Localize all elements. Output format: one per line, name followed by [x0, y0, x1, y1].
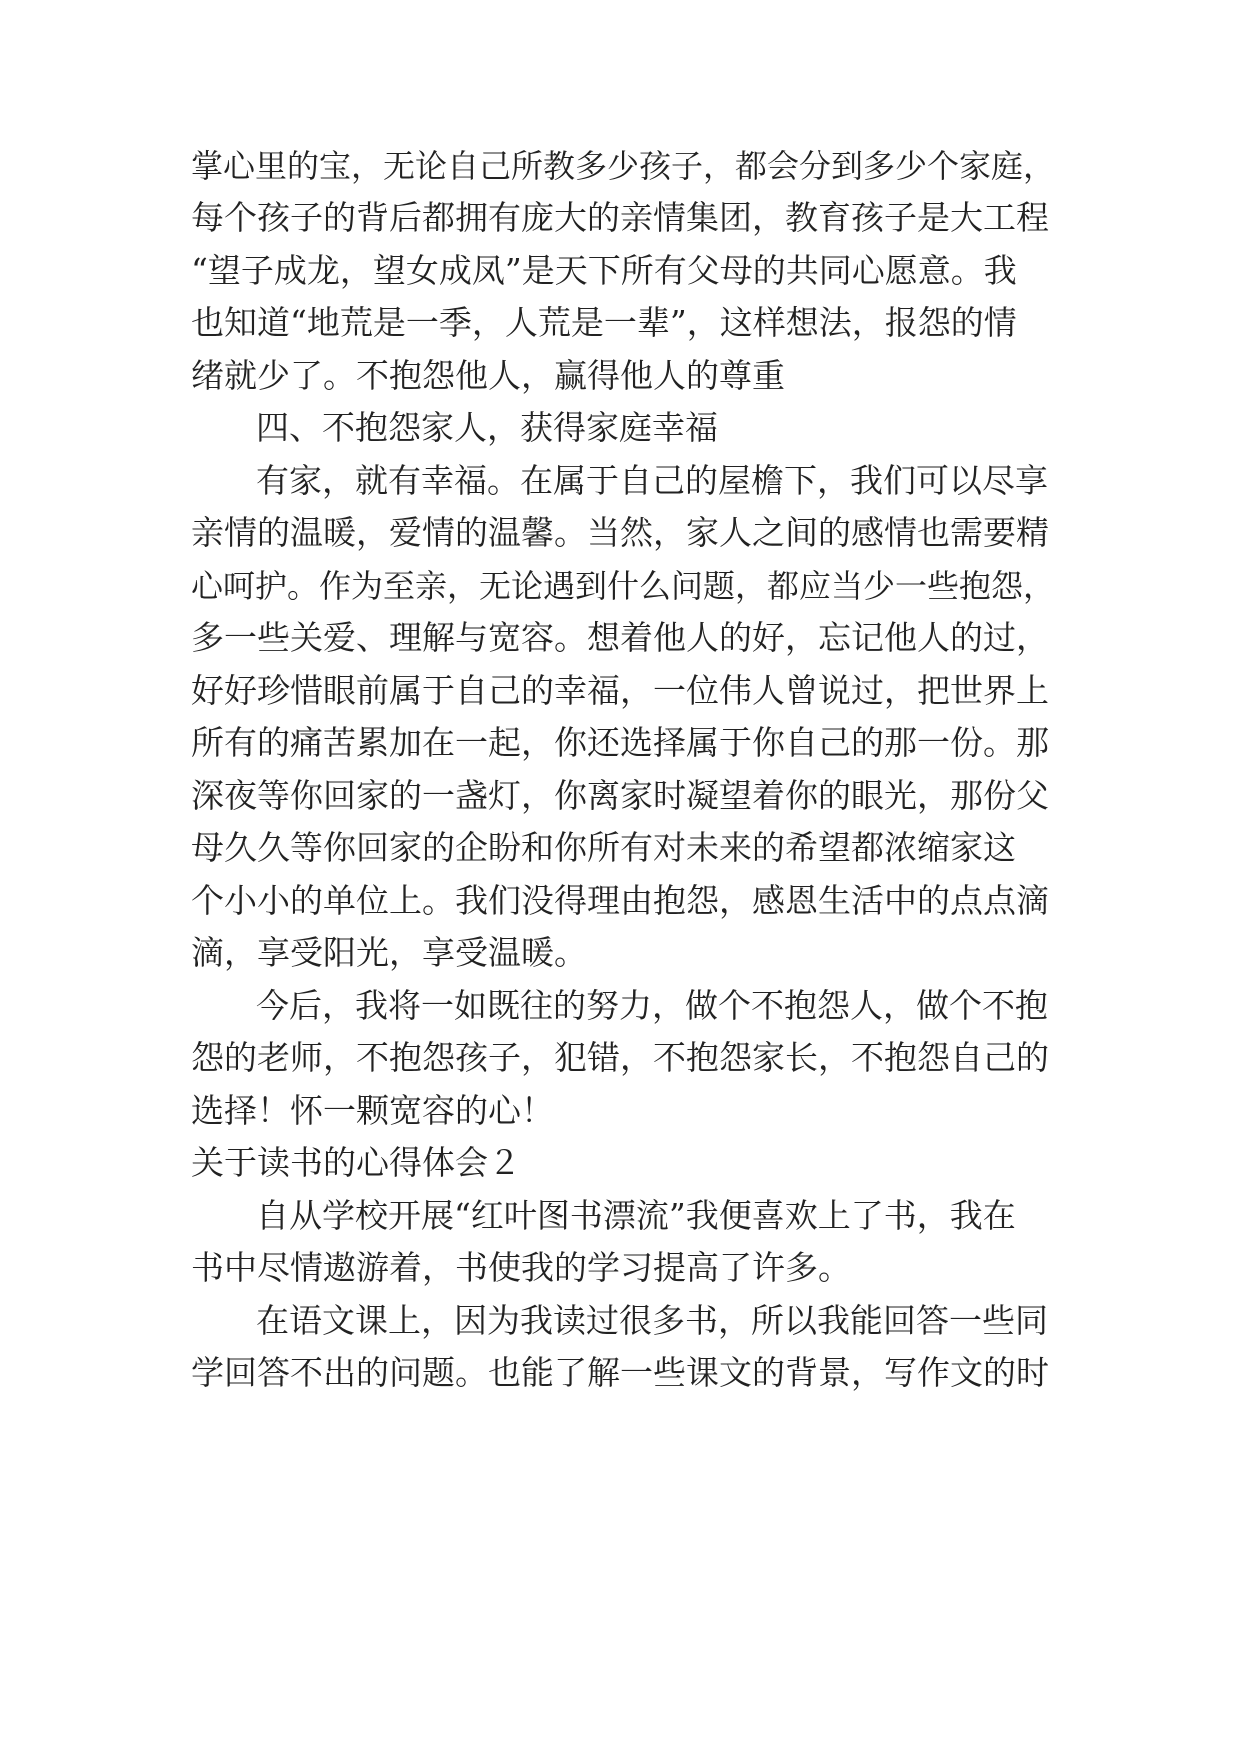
text-line: 怨的老师，不抱怨孩子，犯错，不抱怨家长，不抱怨自己的 [191, 1038, 1049, 1077]
text-line: 亲情的温暖，爱情的温馨。当然，家人之间的感情也需要精 [191, 513, 1049, 552]
text-line: 个小小的单位上。我们没得理由抱怨，感恩生活中的点点滴 [191, 881, 1049, 920]
text-line: 也知道“地荒是一季，人荒是一辈”，这样想法，报怨的情 [191, 303, 1017, 342]
text-line: 今后，我将一如既往的努力，做个不抱怨人，做个不抱 [256, 986, 1048, 1025]
text-line: 深夜等你回家的一盏灯，你离家时凝望着你的眼光，那份父 [191, 776, 1049, 815]
text-line: 自从学校开展“红叶图书漂流”我便喜欢上了书，我在 [256, 1196, 1016, 1235]
text-line: “望子成龙，望女成凤”是天下所有父母的共同心愿意。我 [191, 251, 1017, 290]
text-line: 书中尽情遨游着，书使我的学习提高了许多。 [191, 1248, 851, 1287]
text-line: 多一些关爱、理解与宽容。想着他人的好，忘记他人的过， [191, 618, 1049, 657]
text-line: 每个孩子的背后都拥有庞大的亲情集团，教育孩子是大工程 [191, 198, 1049, 237]
text-line: 在语文课上，因为我读过很多书，所以我能回答一些同 [256, 1301, 1048, 1340]
text-line: 滴，享受阳光，享受温暖。 [191, 933, 587, 972]
text-line: 有家，就有幸福。在属于自己的屋檐下，我们可以尽享 [256, 461, 1048, 500]
text-line: 好好珍惜眼前属于自己的幸福，一位伟人曾说过，把世界上 [191, 671, 1049, 710]
text-line: 选择！怀一颗宽容的心！ [191, 1091, 554, 1130]
section-heading: 四、不抱怨家人，获得家庭幸福 [256, 408, 718, 447]
text-line: 掌心里的宝，无论自己所教多少孩子，都会分到多少个家庭， [191, 147, 1056, 185]
text-line: 所有的痛苦累加在一起，你还选择属于你自己的那一份。那 [191, 723, 1049, 762]
text-line: 心呵护。作为至亲，无论遇到什么问题，都应当少一些抱怨， [191, 567, 1056, 605]
article-title: 关于读书的心得体会２ [191, 1143, 521, 1182]
text-line: 母久久等你回家的企盼和你所有对未来的希望都浓缩家这 [191, 828, 1016, 867]
text-line: 绪就少了。不抱怨他人，赢得他人的尊重 [191, 356, 785, 395]
text-line: 学回答不出的问题。也能了解一些课文的背景，写作文的时 [191, 1353, 1049, 1392]
